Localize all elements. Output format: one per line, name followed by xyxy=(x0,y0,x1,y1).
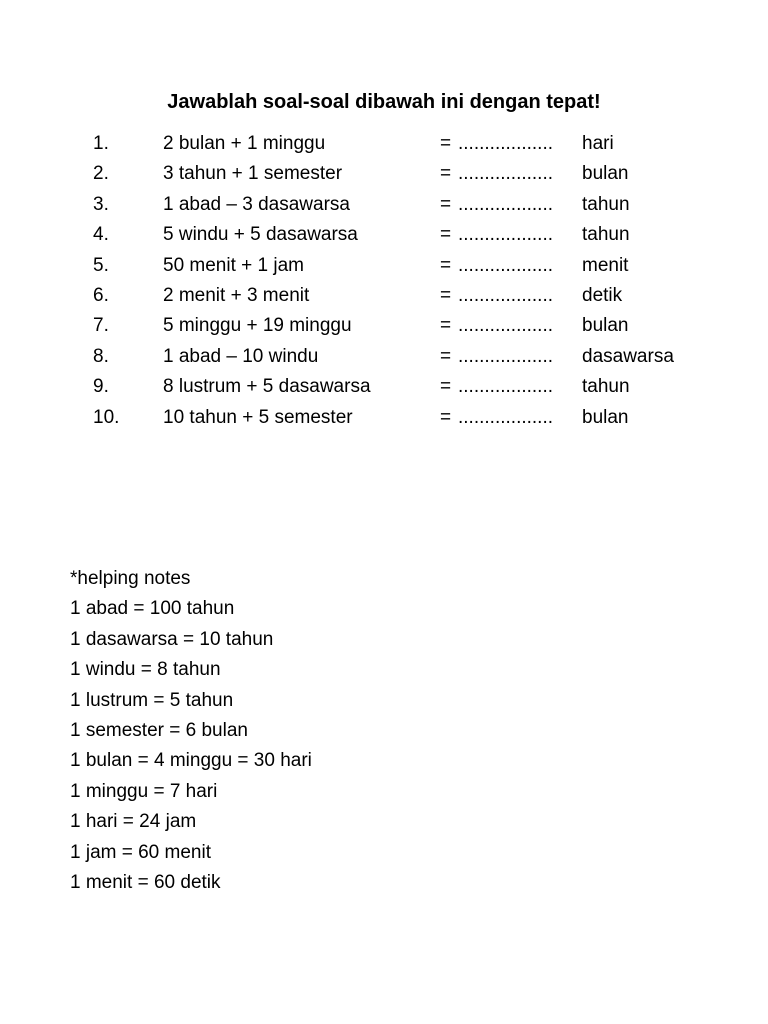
question-row-9 xyxy=(0,373,768,403)
question-row-5 xyxy=(0,252,768,282)
question-number: 7. xyxy=(93,315,109,337)
question-number: 10. xyxy=(93,406,120,428)
equals-sign: = xyxy=(440,163,452,185)
question-expression: 8 lustrum + 5 dasawarsa xyxy=(163,376,371,398)
answer-unit: tahun xyxy=(582,224,630,246)
question-expression: 3 tahun + 1 semester xyxy=(163,163,343,185)
note-line: 1 abad = 100 tahun xyxy=(70,598,235,620)
note-line: 1 minggu = 7 hari xyxy=(70,780,218,802)
helping-notes xyxy=(70,564,670,898)
question-number: 6. xyxy=(93,284,109,306)
question-expression: 10 tahun + 5 semester xyxy=(163,406,353,428)
question-list xyxy=(0,130,768,434)
answer-unit: menit xyxy=(582,254,629,276)
answer-blank: .................. xyxy=(458,406,554,428)
question-row-1 xyxy=(0,130,768,160)
notes-heading: *helping notes xyxy=(70,568,191,589)
question-expression: 1 abad – 3 dasawarsa xyxy=(163,193,350,215)
question-number: 8. xyxy=(93,345,109,367)
equals-sign: = xyxy=(440,376,452,398)
note-line: 1 lustrum = 5 tahun xyxy=(70,689,234,711)
question-expression: 5 windu + 5 dasawarsa xyxy=(163,224,358,246)
equals-sign: = xyxy=(440,224,452,246)
question-row-2 xyxy=(0,160,768,190)
question-row-10 xyxy=(0,404,768,434)
equals-sign: = xyxy=(440,254,452,276)
note-line: 1 semester = 6 bulan xyxy=(70,719,248,741)
answer-unit: tahun xyxy=(582,193,630,215)
note-line: 1 jam = 60 menit xyxy=(70,841,211,863)
question-expression: 2 menit + 3 menit xyxy=(163,284,310,306)
answer-blank: .................. xyxy=(458,224,554,246)
equals-sign: = xyxy=(440,345,452,367)
question-number: 1. xyxy=(93,133,109,154)
equals-sign: = xyxy=(440,284,452,306)
note-line: 1 hari = 24 jam xyxy=(70,811,197,833)
answer-blank: .................. xyxy=(458,133,554,154)
question-row-7 xyxy=(0,312,768,342)
answer-blank: .................. xyxy=(458,163,554,185)
answer-unit: bulan xyxy=(582,315,629,337)
answer-blank: .................. xyxy=(458,376,554,398)
answer-unit: tahun xyxy=(582,376,630,398)
answer-blank: .................. xyxy=(458,254,554,276)
question-expression: 2 bulan + 1 minggu xyxy=(163,133,326,154)
note-line: 1 dasawarsa = 10 tahun xyxy=(70,628,274,650)
answer-blank: .................. xyxy=(458,315,554,337)
equals-sign: = xyxy=(440,315,452,337)
note-line: 1 windu = 8 tahun xyxy=(70,659,221,681)
question-row-8 xyxy=(0,343,768,373)
question-number: 5. xyxy=(93,254,109,276)
answer-blank: .................. xyxy=(458,284,554,306)
question-number: 3. xyxy=(93,193,109,215)
answer-unit: detik xyxy=(582,284,623,306)
note-line: 1 bulan = 4 minggu = 30 hari xyxy=(70,750,312,772)
question-expression: 5 minggu + 19 minggu xyxy=(163,315,352,337)
answer-unit: dasawarsa xyxy=(582,345,674,367)
question-number: 4. xyxy=(93,224,109,246)
question-expression: 1 abad – 10 windu xyxy=(163,345,319,367)
answer-unit: bulan xyxy=(582,163,629,185)
question-expression: 50 menit + 1 jam xyxy=(163,254,304,276)
answer-unit: hari xyxy=(582,133,614,154)
question-row-4 xyxy=(0,221,768,251)
equals-sign: = xyxy=(440,193,452,215)
worksheet-title: Jawablah soal-soal dibawah ini dengan tepat! xyxy=(167,91,601,113)
answer-blank: .................. xyxy=(458,345,554,367)
question-number: 2. xyxy=(93,163,109,185)
answer-unit: bulan xyxy=(582,406,629,428)
question-number: 9. xyxy=(93,376,109,398)
equals-sign: = xyxy=(440,133,452,154)
equals-sign: = xyxy=(440,406,452,428)
question-row-3 xyxy=(0,191,768,221)
note-line: 1 menit = 60 detik xyxy=(70,871,221,893)
answer-blank: .................. xyxy=(458,193,554,215)
question-row-6 xyxy=(0,282,768,312)
